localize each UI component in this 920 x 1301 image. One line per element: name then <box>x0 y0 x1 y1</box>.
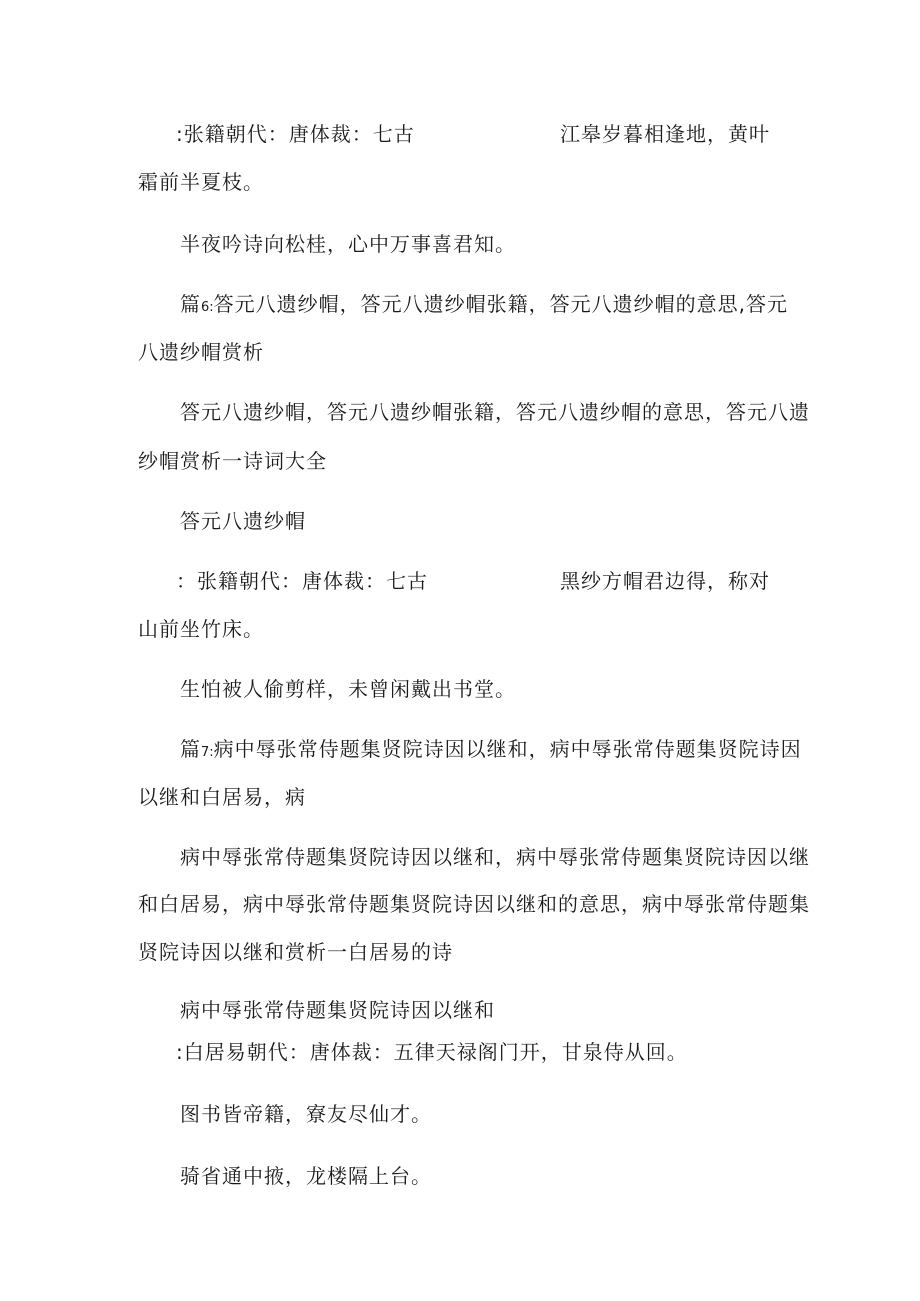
verse-text: 黑纱方帽君边得，称对 <box>560 569 770 593</box>
verse-text: 江皋岁暮相逢地，黄叶 <box>560 122 770 146</box>
verse-line <box>180 1164 432 1188</box>
verse-text: 图书皆帝籍，寮友尽仙才。 <box>180 1102 432 1126</box>
paragraph-line <box>138 892 810 916</box>
section-title: 病中辱张常侍题集贤院诗因以继和，病中辱张常侍题集贤院诗因 <box>213 737 802 761</box>
verse-text: 山前坐竹床。 <box>138 617 264 641</box>
section-prefix: 篇 <box>180 292 201 316</box>
section-heading <box>180 292 788 320</box>
verse-line <box>180 677 516 701</box>
paragraph-text: 答元八遗纱帽，答元八遗纱帽张籍，答元八遗纱帽的意思，答元八遗 <box>180 400 810 424</box>
verse-line <box>138 170 264 194</box>
verse-meta-line <box>176 569 428 593</box>
section-title: 答元八遗纱帽，答元八遗纱帽张籍，答元八遗纱帽的意思,答元 <box>213 292 789 316</box>
verse-line <box>180 1102 432 1126</box>
author-meta: :白居易朝代：唐体裁：五律天禄阁门开，甘泉侍从回。 <box>176 1040 688 1064</box>
section-prefix: 篇 <box>180 737 201 761</box>
section-heading-continued <box>138 785 306 809</box>
poem-title <box>180 509 306 533</box>
section-title: 以继和白居易，病 <box>138 785 306 809</box>
paragraph-line <box>180 845 810 869</box>
verse-line <box>560 569 770 593</box>
section-title: 八遗纱帽赏析 <box>138 340 264 364</box>
verse-text: 霜前半夏枝。 <box>138 170 264 194</box>
verse-line <box>560 122 770 146</box>
author-meta: :张籍朝代：唐体裁：七古 <box>176 122 415 146</box>
paragraph-text: 病中辱张常侍题集贤院诗因以继和，病中辱张常侍题集贤院诗因以继 <box>180 845 810 869</box>
verse-line <box>138 617 264 641</box>
section-number: 7: <box>201 745 214 760</box>
paragraph-text: 纱帽赏析一诗词大全 <box>138 449 327 473</box>
poem-title-text: 病中辱张常侍题集贤院诗因以继和 <box>180 998 495 1022</box>
verse-meta-line <box>176 122 415 146</box>
verse-line <box>180 232 516 256</box>
verse-text: 半夜吟诗向松桂，心中万事喜君知。 <box>180 232 516 256</box>
verse-text: 骑省通中掖，龙楼隔上台。 <box>180 1164 432 1188</box>
section-heading-continued <box>138 340 264 364</box>
paragraph-text: 贤院诗因以继和赏析一白居易的诗 <box>138 940 453 964</box>
paragraph-text: 和白居易，病中辱张常侍题集贤院诗因以继和的意思，病中辱张常侍题集 <box>138 892 810 916</box>
verse-meta-line <box>176 1040 688 1064</box>
section-number: 6: <box>201 300 214 315</box>
verse-text: 生怕被人偷剪样，未曾闲戴出书堂。 <box>180 677 516 701</box>
poem-title <box>180 998 495 1022</box>
paragraph-line <box>180 400 810 424</box>
paragraph-line <box>138 940 453 964</box>
paragraph-line <box>138 449 327 473</box>
author-meta: ：张籍朝代：唐体裁：七古 <box>176 569 428 593</box>
section-heading <box>180 737 802 765</box>
poem-title-text: 答元八遗纱帽 <box>180 509 306 533</box>
